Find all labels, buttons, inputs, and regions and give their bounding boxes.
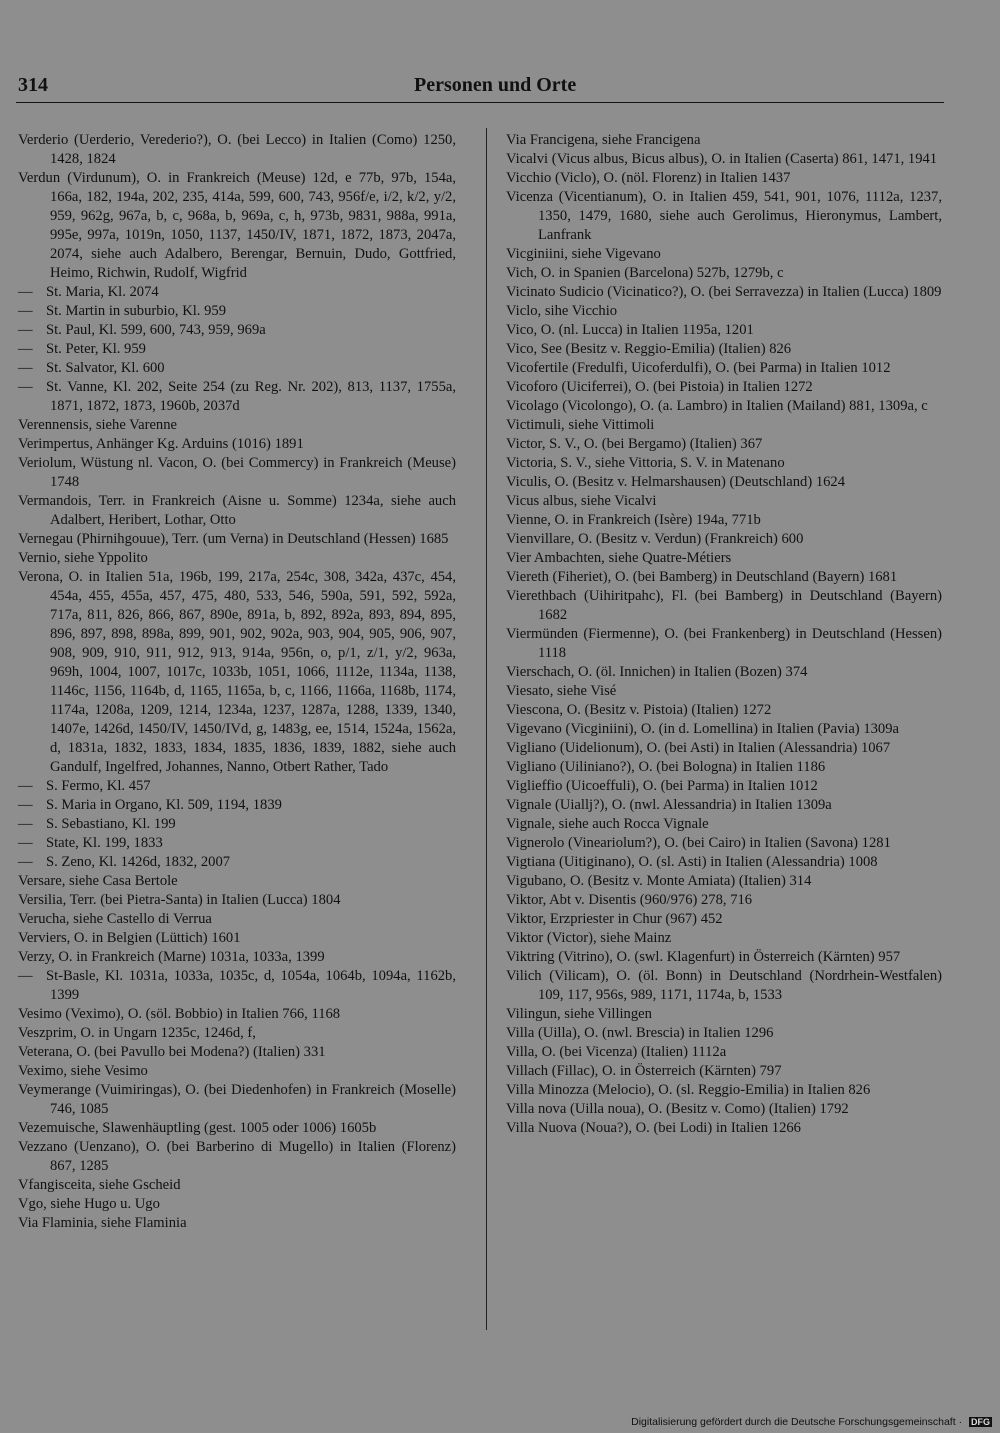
index-entry: [506, 853, 942, 872]
entry-text: Viglieffio (Uicoeffuli), O. (bei Parma) in Italien 1012: [506, 778, 818, 794]
entry-text: Vierethbach (Uihiritpahc), Fl. (bei Bamberg) in Deutschland (Bayern) 1682: [506, 588, 942, 623]
index-entry: [18, 1195, 456, 1214]
entry-text: Villa (Uilla), O. (nwl. Brescia) in Italien 1296: [506, 1025, 774, 1041]
index-entry: [506, 910, 942, 929]
index-entry: [506, 777, 942, 796]
entry-text: Victoria, S. V., siehe Vittoria, S. V. in Matenano: [506, 455, 785, 471]
entry-text: S. Maria in Organo, Kl. 509, 1194, 1839: [46, 797, 282, 813]
entry-text: Vernio, siehe Yppolito: [18, 550, 148, 566]
entry-text: Vicofertile (Fredulfi, Uicoferdulfi), O. (bei Parma) in Italien 1012: [506, 360, 891, 376]
subentry-dash: —: [18, 322, 33, 338]
dfg-logo-icon[interactable]: DFG: [971, 1417, 990, 1428]
entry-text: Vicenza (Vicentianum), O. in Italien 459, 541, 901, 1076, 1112a, 1237, 1350, 1479, 1680, siehe auch Gerolimus, Hieronymus, Lambert, Lanfrank: [506, 189, 942, 243]
entry-text: S. Fermo, Kl. 457: [46, 778, 151, 794]
entry-text: Vienne, O. in Frankreich (Isère) 194a, 771b: [506, 512, 761, 528]
entry-text: Verucha, siehe Castello di Verrua: [18, 911, 212, 927]
entry-text: Vigliano (Uidelionum), O. (bei Asti) in Italien (Alessandria) 1067: [506, 740, 891, 756]
index-subentry: [18, 796, 456, 815]
index-entry: [18, 454, 456, 492]
index-entry: [506, 1081, 942, 1100]
entry-text: Vier Ambachten, siehe Quatre-Métiers: [506, 550, 732, 566]
index-subentry: [18, 815, 456, 834]
entry-text: Versilia, Terr. (bei Pietra-Santa) in Italien (Lucca) 1804: [18, 892, 341, 908]
entry-text: Verennensis, siehe Varenne: [18, 417, 177, 433]
index-entry: [506, 739, 942, 758]
entry-text: Viesato, siehe Visé: [506, 683, 617, 699]
entry-text: Vich, O. in Spanien (Barcelona) 527b, 1279b, c: [506, 265, 784, 281]
index-entry: [506, 872, 942, 891]
index-subentry: [18, 378, 456, 416]
entry-text: Villa nova (Uilla noua), O. (Besitz v. Como) (Italien) 1792: [506, 1101, 849, 1117]
subentry-dash: —: [18, 303, 33, 319]
index-entry: [18, 929, 456, 948]
index-entry: [506, 416, 942, 435]
entry-text: Vgo, siehe Hugo u. Ugo: [18, 1196, 160, 1212]
entry-text: Vierschach, O. (öl. Innichen) in Italien (Bozen) 374: [506, 664, 808, 680]
entry-text: S. Zeno, Kl. 1426d, 1832, 2007: [46, 854, 231, 870]
index-entry: [506, 321, 942, 340]
index-entry: [506, 435, 942, 454]
entry-text: Vigubano, O. (Besitz v. Monte Amiata) (Italien) 314: [506, 873, 812, 889]
index-entry: [506, 587, 942, 625]
entry-text: Vico, See (Besitz v. Reggio-Emilia) (Italien) 826: [506, 341, 792, 357]
entry-text: Viktor, Abt v. Disentis (960/976) 278, 716: [506, 892, 753, 908]
entry-text: Viktor, Erzpriester in Chur (967) 452: [506, 911, 723, 927]
entry-text: St-Basle, Kl. 1031a, 1033a, 1035c, d, 1054a, 1064b, 1094a, 1162b, 1399: [46, 968, 456, 1003]
index-entry: [506, 530, 942, 549]
index-entry: [18, 1043, 456, 1062]
index-entry: [506, 131, 942, 150]
index-entry: [506, 1062, 942, 1081]
entry-text: Vfangisceita, siehe Gscheid: [18, 1177, 181, 1193]
index-entry: [506, 169, 942, 188]
index-entry: [506, 283, 942, 302]
index-entry: [18, 492, 456, 530]
subentry-dash: —: [18, 284, 33, 300]
entry-text: Vezemuische, Slawenhäuptling (gest. 1005 oder 1006) 1605b: [18, 1120, 377, 1136]
subentry-dash: —: [18, 816, 33, 832]
column-divider: [486, 128, 487, 1330]
entry-text: St. Martin in suburbio, Kl. 959: [46, 303, 226, 319]
entry-text: Verzy, O. in Frankreich (Marne) 1031a, 1033a, 1399: [18, 949, 325, 965]
entry-text: Vicchio (Viclo), O. (nöl. Florenz) in Italien 1437: [506, 170, 791, 186]
index-entry: [18, 568, 456, 777]
entry-text: Villa, O. (bei Vicenza) (Italien) 1112a: [506, 1044, 727, 1060]
entry-text: Verdun (Virdunum), O. in Frankreich (Meuse) 12d, e 77b, 97b, 154a, 166a, 182, 194a, 202, 235, 414a, 599, 600, 743, 956f/e, i/2, k/2, y/2, 959, 962g, 967a, b, c, 968a, b, 969a, c, h, 973b, 9831, 988a, 991a, 995e, 997a, 1019n, 1050, 1137, 1450/IV, 1871, 1872, 1873, 2047a, 2074, siehe auch Adalbero, Berengar, Bernuin, Dudo, Gottfried, Heimo, Richwin, Rudolf, Wigfrid: [18, 170, 456, 281]
index-entry: [506, 397, 942, 416]
index-subentry: [18, 340, 456, 359]
index-entry: [18, 1062, 456, 1081]
index-entry: [18, 910, 456, 929]
entry-text: Vignale (Uiallj?), O. (nwl. Alessandria) in Italien 1309a: [506, 797, 832, 813]
entry-text: Versare, siehe Casa Bertole: [18, 873, 178, 889]
index-entry: [506, 891, 942, 910]
entry-text: Vicinato Sudicio (Vicinatico?), O. (bei Serravezza) in Italien (Lucca) 1809: [506, 284, 942, 300]
index-entry: [18, 1081, 456, 1119]
index-subentry: [18, 359, 456, 378]
entry-text: Vicoforo (Uiciferrei), O. (bei Pistoia) in Italien 1272: [506, 379, 813, 395]
index-entry: [506, 1043, 942, 1062]
index-entry: [506, 967, 942, 1005]
index-entry: [18, 1138, 456, 1176]
entry-text: Vignerolo (Vineariolum?), O. (bei Cairo) in Italien (Savona) 1281: [506, 835, 891, 851]
index-entry: [506, 378, 942, 397]
subentry-dash: —: [18, 379, 33, 395]
index-subentry: [18, 834, 456, 853]
index-entry: [18, 530, 456, 549]
index-column-right: [506, 131, 942, 1138]
index-entry: [506, 682, 942, 701]
entry-text: Veximo, siehe Vesimo: [18, 1063, 148, 1079]
index-entry: [506, 701, 942, 720]
entry-text: St. Paul, Kl. 599, 600, 743, 959, 969a: [46, 322, 266, 338]
index-entry: [506, 245, 942, 264]
entry-text: St. Salvator, Kl. 600: [46, 360, 165, 376]
entry-text: Victimuli, siehe Vittimoli: [506, 417, 655, 433]
entry-text: Vermandois, Terr. in Frankreich (Aisne u. Somme) 1234a, siehe auch Adalbert, Heribert, Lothar, Otto: [18, 493, 456, 528]
entry-text: Viereth (Fiheriet), O. (bei Bamberg) in Deutschland (Bayern) 1681: [506, 569, 898, 585]
entry-text: Vienvillare, O. (Besitz v. Verdun) (Frankreich) 600: [506, 531, 804, 547]
entry-text: Veymerange (Vuimiringas), O. (bei Diedenhofen) in Frankreich (Moselle) 746, 1085: [18, 1082, 456, 1117]
entry-text: Viescona, O. (Besitz v. Pistoia) (Italien) 1272: [506, 702, 772, 718]
index-subentry: [18, 853, 456, 872]
entry-text: Vigtiana (Uitiginano), O. (sl. Asti) in Italien (Alessandria) 1008: [506, 854, 878, 870]
entry-text: State, Kl. 199, 1833: [46, 835, 163, 851]
index-subentry: [18, 302, 456, 321]
index-entry: [18, 169, 456, 283]
index-entry: [18, 891, 456, 910]
entry-text: St. Peter, Kl. 959: [46, 341, 146, 357]
index-entry: [506, 625, 942, 663]
index-entry: [506, 663, 942, 682]
entry-text: Victor, S. V., O. (bei Bergamo) (Italien) 367: [506, 436, 763, 452]
index-entry: [506, 1024, 942, 1043]
index-entry: [506, 150, 942, 169]
subentry-dash: —: [18, 797, 33, 813]
entry-text: Vilingun, siehe Villingen: [506, 1006, 652, 1022]
subentry-dash: —: [18, 854, 33, 870]
index-entry: [506, 948, 942, 967]
index-entry: [506, 568, 942, 587]
entry-text: Villa Nuova (Noua?), O. (bei Lodi) in Italien 1266: [506, 1120, 801, 1136]
entry-text: Verimpertus, Anhänger Kg. Arduins (1016) 1891: [18, 436, 304, 452]
index-entry: [506, 188, 942, 245]
subentry-dash: —: [18, 968, 33, 984]
index-entry: [18, 549, 456, 568]
index-entry: [506, 834, 942, 853]
running-title: Personen und Orte: [414, 74, 577, 96]
entry-text: Vigliano (Uiliniano?), O. (bei Bologna) in Italien 1186: [506, 759, 826, 775]
index-entry: [18, 1176, 456, 1195]
index-entry: [506, 796, 942, 815]
index-entry: [506, 929, 942, 948]
subentry-dash: —: [18, 778, 33, 794]
index-entry: [506, 340, 942, 359]
entry-text: Viermünden (Fiermenne), O. (bei Frankenberg) in Deutschland (Hessen) 1118: [506, 626, 942, 661]
footer-credit: Digitalisierung gefördert durch die Deutsche Forschungsgemeinschaft · DFG: [631, 1416, 990, 1428]
entry-text: Vico, O. (nl. Lucca) in Italien 1195a, 1201: [506, 322, 754, 338]
index-entry: [18, 1024, 456, 1043]
index-subentry: [18, 967, 456, 1005]
entry-text: Veterana, O. (bei Pavullo bei Modena?) (Italien) 331: [18, 1044, 326, 1060]
entry-text: Viktring (Vitrino), O. (swl. Klagenfurt) in Österreich (Kärnten) 957: [506, 949, 901, 965]
entry-text: Vilich (Vilicam), O. (öl. Bonn) in Deutschland (Nordrhein-Westfalen) 109, 117, 956s, 989, 1171, 1174a, b, 1533: [506, 968, 942, 1003]
index-entry: [506, 454, 942, 473]
index-entry: [18, 131, 456, 169]
index-entry: [506, 815, 942, 834]
index-entry: [18, 1119, 456, 1138]
index-entry: [18, 416, 456, 435]
entry-text: Via Francigena, siehe Francigena: [506, 132, 701, 148]
index-entry: [18, 948, 456, 967]
page-header: [16, 74, 944, 103]
entry-text: Viculis, O. (Besitz v. Helmarshausen) (Deutschland) 1624: [506, 474, 846, 490]
entry-text: St. Vanne, Kl. 202, Seite 254 (zu Reg. Nr. 202), 813, 1137, 1755a, 1871, 1872, 1873, 1960b, 2037d: [46, 379, 456, 414]
entry-text: Villach (Fillac), O. in Österreich (Kärnten) 797: [506, 1063, 782, 1079]
entry-text: Verona, O. in Italien 51a, 196b, 199, 217a, 254c, 308, 342a, 437c, 454, 454a, 455, 455a, 457, 475, 480, 533, 546, 590a, 591, 592, 592a, 717a, 811, 826, 866, 867, 890e, 891a, b, 892, 892a, 893, 894, 895, 896, 897, 898, 898a, 899, 901, 902, 902a, 903, 904, 905, 906, 907, 908, 909, 910, 911, 912, 913, 914a, 956n, o, p/1, z/1, y/2, 963a, 969h, 1004, 1007, 1017c, 1033b, 1051, 1066, 1112e, 1134a, 1138, 1146c, 1156, 1164b, d, 1165, 1165a, b, c, 1166, 1166a, 1168b, 1174, 1174a, 1208a, 1209, 1214, 1234a, 1237, 1287a, 1288, 1339, 1340, 1407e, 1426d, 1450/IV, 1450/IVd, g, 1483g, ee, 1514, 1524a, 1562a, d, 1831a, 1832, 1833, 1834, 1835, 1836, 1839, 1882, siehe auch Gandulf, Ingelfred, Johannes, Nanno, Otbert Rather, Tado: [18, 569, 456, 775]
index-entry: [18, 1214, 456, 1233]
entry-text: Vicus albus, siehe Vicalvi: [506, 493, 657, 509]
index-subentry: [18, 283, 456, 302]
index-entry: [506, 511, 942, 530]
index-subentry: [18, 777, 456, 796]
index-entry: [506, 1119, 942, 1138]
entry-text: Vignale, siehe auch Rocca Vignale: [506, 816, 709, 832]
index-entry: [506, 492, 942, 511]
footer-text: Digitalisierung gefördert durch die Deutsche Forschungsgemeinschaft: [631, 1416, 956, 1428]
entry-text: Veriolum, Wüstung nl. Vacon, O. (bei Commercy) in Frankreich (Meuse) 1748: [18, 455, 456, 490]
entry-text: Viktor (Victor), siehe Mainz: [506, 930, 672, 946]
subentry-dash: —: [18, 360, 33, 376]
entry-text: Verderio (Uerderio, Verederio?), O. (bei Lecco) in Italien (Como) 1250, 1428, 1824: [18, 132, 456, 167]
entry-text: Vigevano (Vicginiini), O. (in d. Lomellina) in Italien (Pavia) 1309a: [506, 721, 899, 737]
entry-text: Villa Minozza (Melocio), O. (sl. Reggio-Emilia) in Italien 826: [506, 1082, 871, 1098]
index-entry: [506, 1100, 942, 1119]
entry-text: Vernegau (Phirnihgouue), Terr. (um Verna) in Deutschland (Hessen) 1685: [18, 531, 449, 547]
index-entry: [18, 1005, 456, 1024]
index-entry: [506, 359, 942, 378]
index-entry: [18, 872, 456, 891]
entry-text: Viclo, sihe Vicchio: [506, 303, 618, 319]
index-entry: [506, 302, 942, 321]
entry-text: Via Flaminia, siehe Flaminia: [18, 1215, 187, 1231]
entry-text: Vicginiini, siehe Vigevano: [506, 246, 661, 262]
subentry-dash: —: [18, 341, 33, 357]
index-column-left: [18, 131, 456, 1233]
entry-text: Vicalvi (Vicus albus, Bicus albus), O. in Italien (Caserta) 861, 1471, 1941: [506, 151, 938, 167]
entry-text: St. Maria, Kl. 2074: [46, 284, 159, 300]
index-entry: [506, 1005, 942, 1024]
index-entry: [506, 473, 942, 492]
entry-text: Vicolago (Vicolongo), O. (a. Lambro) in Italien (Mailand) 881, 1309a, c: [506, 398, 928, 414]
index-subentry: [18, 321, 456, 340]
entry-text: Vezzano (Uenzano), O. (bei Barberino di Mugello) in Italien (Florenz) 867, 1285: [18, 1139, 456, 1174]
subentry-dash: —: [18, 835, 33, 851]
index-entry: [506, 264, 942, 283]
page-number: 314: [18, 74, 48, 96]
entry-text: Vesimo (Veximo), O. (söl. Bobbio) in Italien 766, 1168: [18, 1006, 341, 1022]
entry-text: Verviers, O. in Belgien (Lüttich) 1601: [18, 930, 241, 946]
index-entry: [506, 549, 942, 568]
entry-text: S. Sebastiano, Kl. 199: [46, 816, 176, 832]
index-entry: [506, 758, 942, 777]
index-entry: [506, 720, 942, 739]
index-entry: [18, 435, 456, 454]
entry-text: Veszprim, O. in Ungarn 1235c, 1246d, f,: [18, 1025, 256, 1041]
